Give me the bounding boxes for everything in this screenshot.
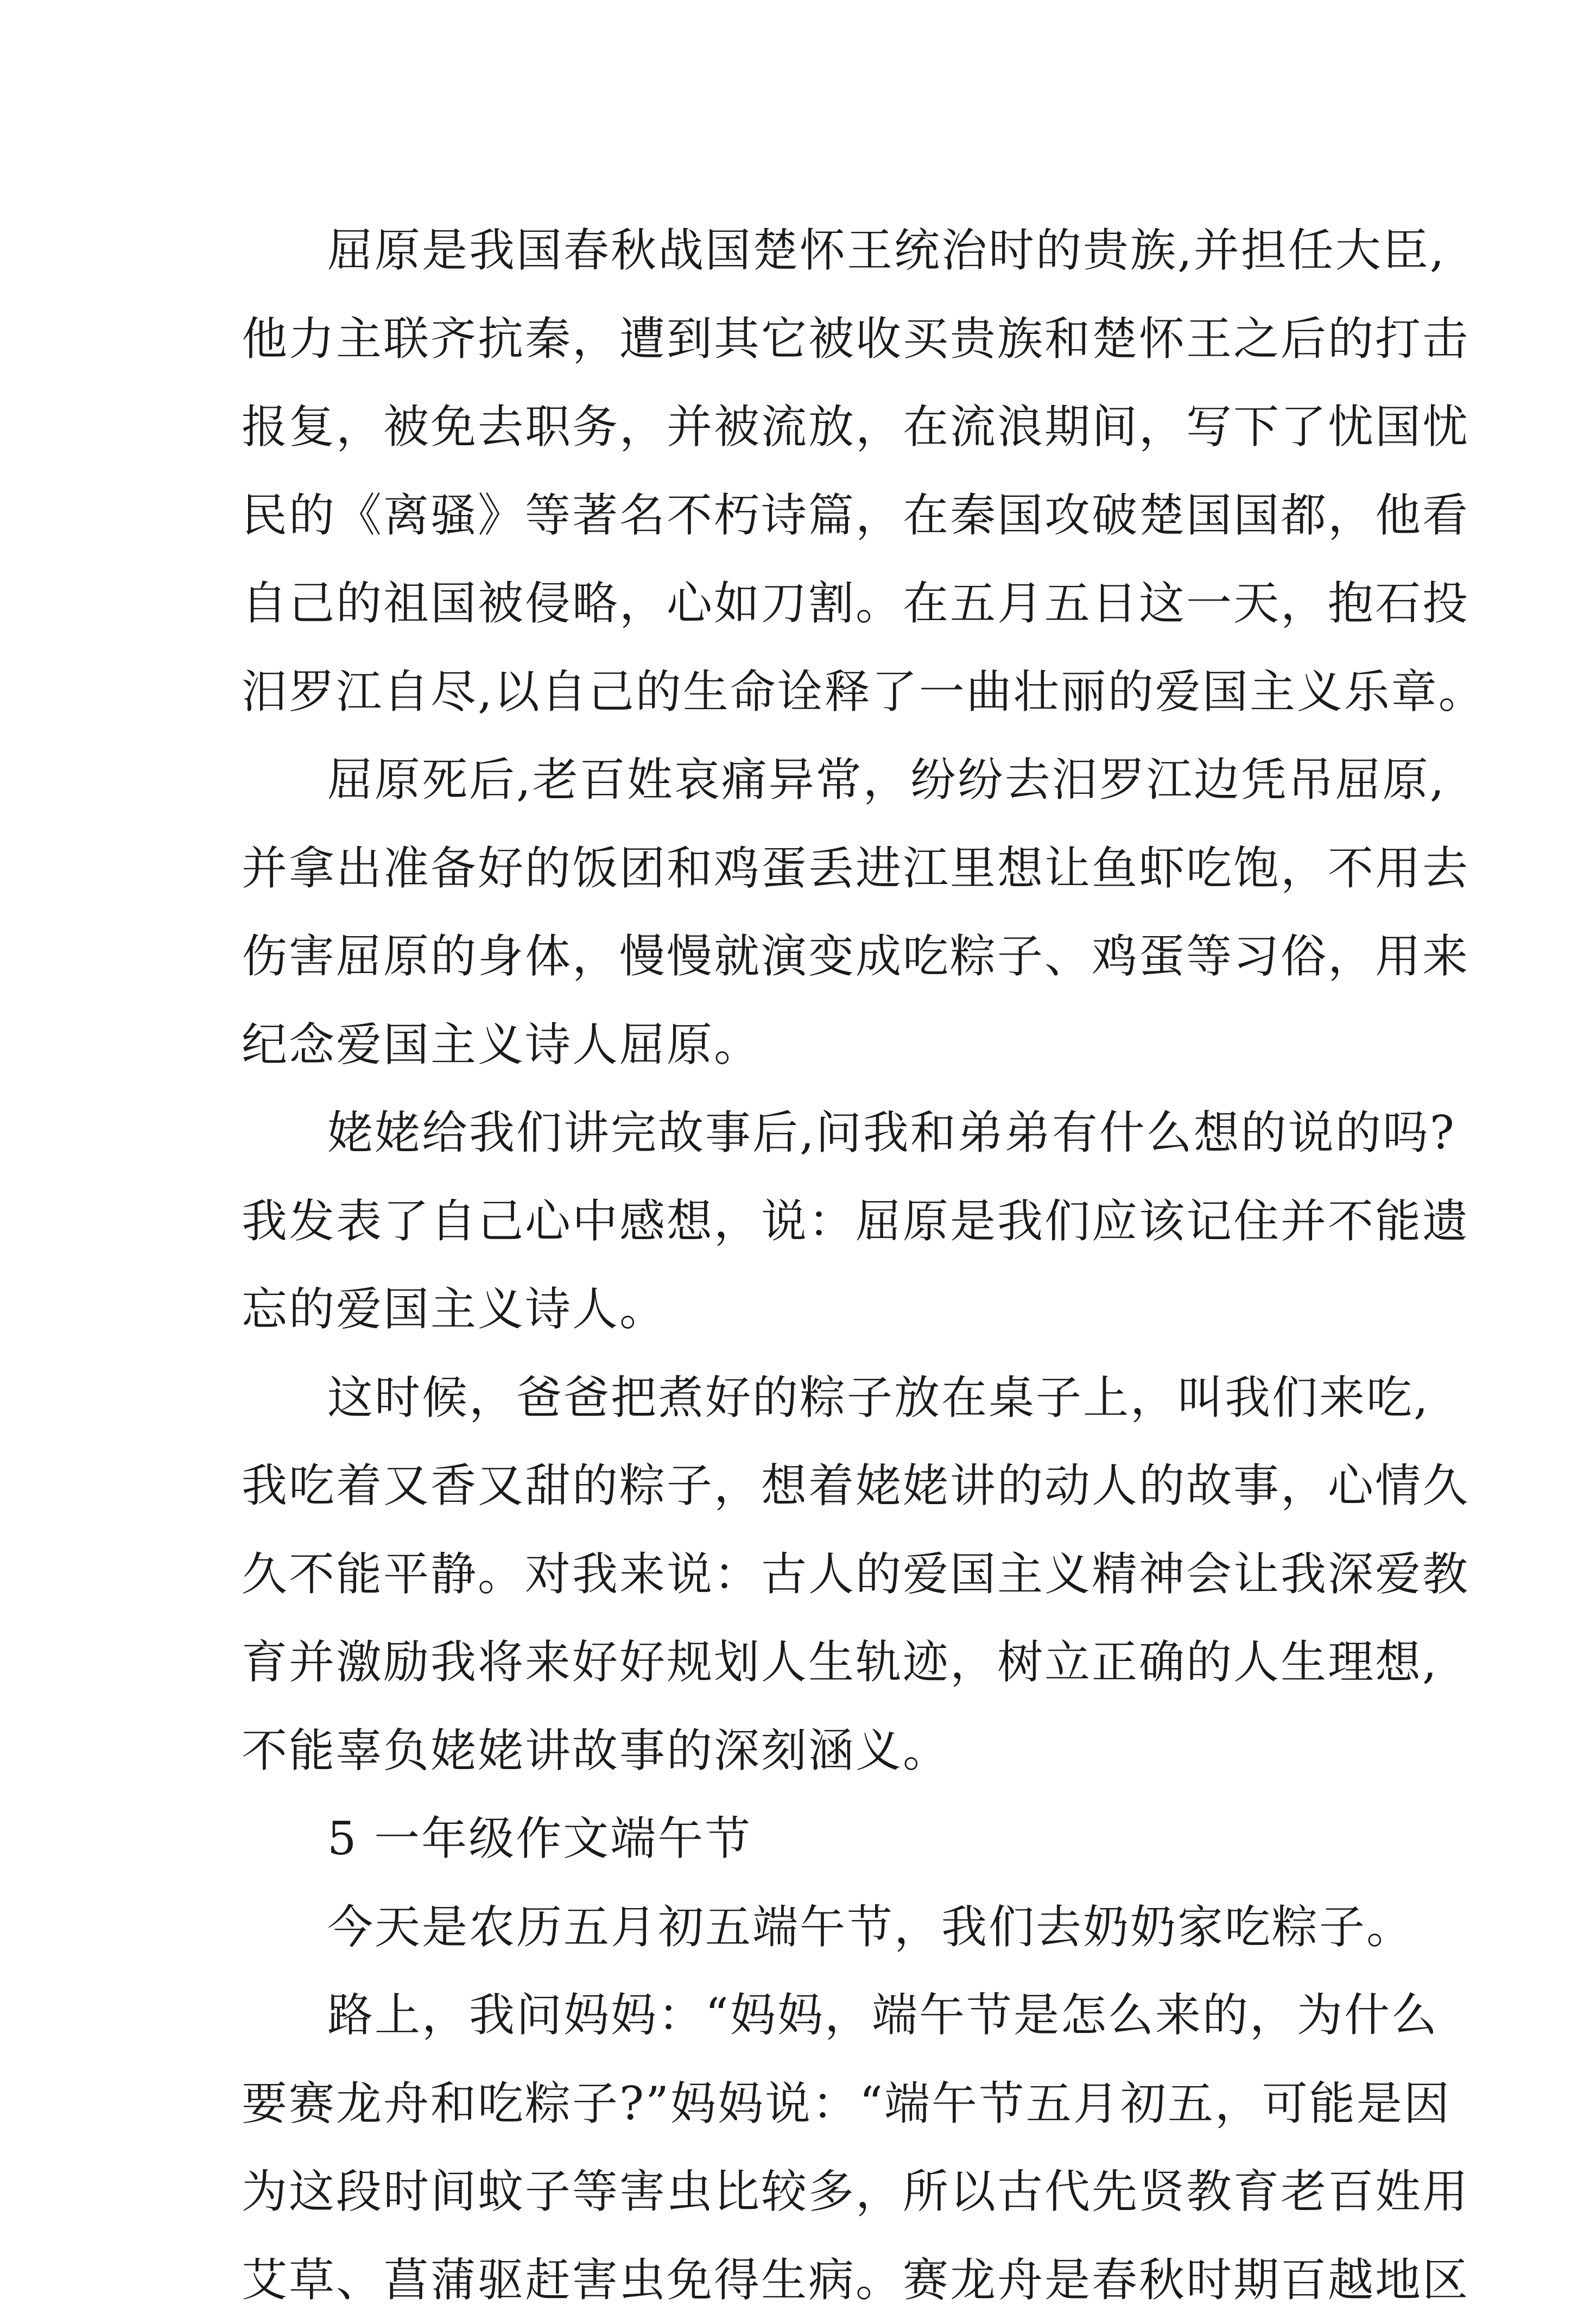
- text-line: 纪念爱国主义诗人屈原。: [242, 1001, 1376, 1089]
- text-line: 要赛龙舟和吃粽子?”妈妈说：“端午节五月初五，可能是因: [242, 2060, 1376, 2148]
- text-line: 伤害屈原的身体，慢慢就演变成吃粽子、鸡蛋等习俗，用来: [242, 912, 1376, 1001]
- text-line: 今天是农历五月初五端午节，我们去奶奶家吃粽子。: [242, 1883, 1376, 1972]
- text-line: 屈原死后,老百姓哀痛异常，纷纷去汨罗江边凭吊屈原,: [242, 736, 1376, 824]
- text-line: 自己的祖国被侵略，心如刀割。在五月五日这一天，抱石投: [242, 559, 1376, 648]
- text-line: 屈原是我国春秋战国楚怀王统治时的贵族,并担任大臣,: [242, 206, 1376, 295]
- text-line: 民的《离骚》等著名不朽诗篇，在秦国攻破楚国国都，他看: [242, 471, 1376, 560]
- text-line: 为这段时间蚊子等害虫比较多，所以古代先贤教育老百姓用: [242, 2148, 1376, 2236]
- text-line: 艾草、菖蒲驱赶害虫免得生病。赛龙舟是春秋时期百越地区: [242, 2236, 1376, 2324]
- text-line: 汨罗江自尽,以自己的生命诠释了一曲壮丽的爱国主义乐章。: [242, 648, 1376, 736]
- text-line: 路上，我问妈妈：“妈妈，端午节是怎么来的，为什么: [242, 1971, 1376, 2060]
- document-body: [242, 206, 1376, 2324]
- text-line: 育并激励我将来好好规划人生轨迹，树立正确的人生理想,: [242, 1618, 1376, 1707]
- text-line: 并拿出准备好的饭团和鸡蛋丢进江里想让鱼虾吃饱，不用去: [242, 824, 1376, 913]
- text-line: 他力主联齐抗秦，遭到其它被收买贵族和楚怀王之后的打击: [242, 295, 1376, 383]
- section-heading: 5 一年级作文端午节: [242, 1795, 1376, 1883]
- text-line: 这时候，爸爸把煮好的粽子放在桌子上，叫我们来吃,: [242, 1354, 1376, 1442]
- text-line: 不能辜负姥姥讲故事的深刻涵义。: [242, 1707, 1376, 1795]
- text-line: 我发表了自己心中感想，说：屈原是我们应该记住并不能遗: [242, 1177, 1376, 1266]
- text-line: 姥姥给我们讲完故事后,问我和弟弟有什么想的说的吗?: [242, 1089, 1376, 1177]
- text-line: 我吃着又香又甜的粽子，想着姥姥讲的动人的故事，心情久: [242, 1442, 1376, 1530]
- text-line: 久不能平静。对我来说：古人的爱国主义精神会让我深爱教: [242, 1530, 1376, 1619]
- text-line: 忘的爱国主义诗人。: [242, 1265, 1376, 1354]
- text-line: 报复，被免去职务，并被流放，在流浪期间，写下了忧国忧: [242, 383, 1376, 471]
